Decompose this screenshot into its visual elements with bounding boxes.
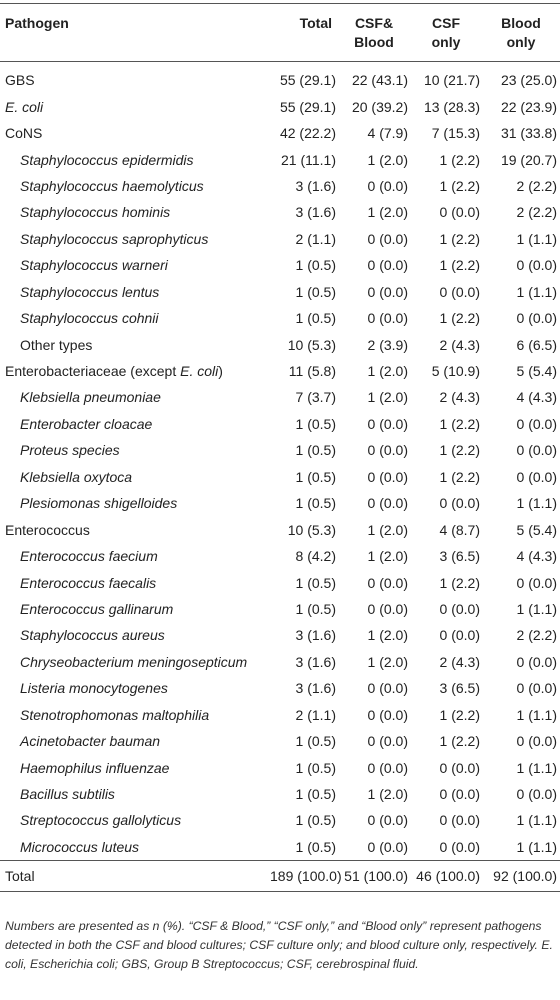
pathogen-cell: Stenotrophomonas maltophilia [20,706,210,723]
header-csf-only [410,4,482,62]
pathogen-cell: Proteus species [20,442,120,459]
csf-blood-cell: 0 (0.0) [367,468,408,485]
total-cell: 1 (0.5) [295,442,336,459]
blood-only-cell: 1 (1.1) [516,230,557,247]
blood-only-cell: 6 (6.5) [516,336,557,353]
csf-blood-cell: 4 (7.9) [367,125,408,142]
table-row [0,226,560,252]
blood-only-cell: 0 (0.0) [516,257,557,274]
csf-only-cell: 0 (0.0) [439,627,480,644]
pathogen-cell: Haemophilus influenzae [20,759,170,776]
total-cell: 3 (1.6) [295,204,336,221]
table-row [0,649,560,675]
csf-only-cell: 0 (0.0) [439,495,480,512]
blood-only-cell: 1 (1.1) [516,495,557,512]
header-csf-blood-line1: CSF& [354,15,394,31]
csf-only-cell: 7 (15.3) [431,125,480,142]
pathogen-cell: Streptococcus gallolyticus [20,812,182,829]
csf-only-cell: 3 (6.5) [439,548,480,565]
header-row [0,4,560,62]
total-total-cell: 189 (100.0) [270,868,342,885]
total-cell: 1 (0.5) [295,574,336,591]
csf-blood-cell: 22 (43.1) [351,72,408,89]
blood-only-cell: 5 (5.4) [516,521,557,538]
csf-blood-cell: 0 (0.0) [367,177,408,194]
blood-only-cell: 0 (0.0) [516,468,557,485]
header-blood-only-line1: Blood [501,15,541,31]
csf-only-cell: 1 (2.2) [439,442,480,459]
pathogen-label-italic: E. coli [180,363,219,380]
csf-only-cell: 1 (2.2) [439,733,480,750]
total-cell: 1 (0.5) [295,838,336,855]
blood-only-cell: 4 (4.3) [516,548,557,565]
csf-only-cell: 1 (2.2) [439,706,480,723]
table-row [0,411,560,437]
pathogen-label-suffix: ) [218,363,223,380]
blood-only-cell: 5 (5.4) [516,363,557,380]
table-row [0,384,560,410]
csf-blood-cell: 20 (39.2) [351,98,408,115]
total-blood-only-cell: 92 (100.0) [493,868,557,885]
csf-blood-cell: 0 (0.0) [367,812,408,829]
total-cell: 1 (0.5) [295,495,336,512]
table-row [0,146,560,172]
csf-only-cell: 1 (2.2) [439,151,480,168]
total-csf-blood-cell: 51 (100.0) [344,868,408,885]
blood-only-cell: 1 (1.1) [516,706,557,723]
table-row [0,569,560,595]
pathogen-cell: Acinetobacter bauman [20,733,161,750]
pathogen-cell: Bacillus subtilis [20,786,115,803]
csf-blood-cell: 1 (2.0) [367,786,408,803]
blood-only-cell: 2 (2.2) [516,204,557,221]
csf-blood-cell: 0 (0.0) [367,257,408,274]
csf-blood-cell: 0 (0.0) [367,706,408,723]
blood-only-cell: 1 (1.1) [516,759,557,776]
csf-only-cell: 1 (2.2) [439,415,480,432]
total-cell: 10 (5.3) [287,336,336,353]
csf-only-cell: 2 (4.3) [439,389,480,406]
csf-only-cell: 1 (2.2) [439,257,480,274]
total-cell: 7 (3.7) [295,389,336,406]
csf-only-cell: 4 (8.7) [439,521,480,538]
csf-blood-cell: 0 (0.0) [367,838,408,855]
pathogen-cell: Staphylococcus aureus [20,627,165,644]
csf-only-cell: 1 (2.2) [439,230,480,247]
blood-only-cell: 1 (1.1) [516,812,557,829]
table-row [0,331,560,357]
blood-only-cell: 0 (0.0) [516,442,557,459]
header-csf-blood-line2: Blood [354,34,394,50]
csf-only-cell: 13 (28.3) [423,98,480,115]
pathogen-cell [0,358,266,384]
table-body [0,62,560,892]
total-cell: 1 (0.5) [295,759,336,776]
csf-blood-cell: 2 (3.9) [367,336,408,353]
header-csf-only-line2: only [431,34,461,50]
blood-only-cell: 22 (23.9) [500,98,557,115]
csf-blood-cell: 0 (0.0) [367,415,408,432]
csf-only-cell: 0 (0.0) [439,759,480,776]
pathogen-cell: Listeria monocytogenes [20,680,168,697]
blood-only-cell: 31 (33.8) [500,125,557,142]
csf-only-cell: 1 (2.2) [439,177,480,194]
pathogen-table [0,3,560,892]
pathogen-label: Enterobacteriaceae (except [5,363,181,380]
total-cell: 1 (0.5) [295,415,336,432]
blood-only-cell: 2 (2.2) [516,627,557,644]
table-row [0,464,560,490]
header-blood-only-line2: only [506,34,536,50]
total-row [0,861,560,892]
csf-blood-cell: 0 (0.0) [367,310,408,327]
csf-only-cell: 5 (10.9) [431,363,480,380]
blood-only-cell: 0 (0.0) [516,653,557,670]
csf-blood-cell: 0 (0.0) [367,680,408,697]
blood-only-cell: 0 (0.0) [516,680,557,697]
csf-blood-cell: 1 (2.0) [367,363,408,380]
table-row [0,543,560,569]
csf-only-cell: 1 (2.2) [439,574,480,591]
table-row [0,120,560,146]
csf-blood-cell: 1 (2.0) [367,627,408,644]
pathogen-cell: Enterobacter cloacae [20,415,153,432]
total-cell: 3 (1.6) [295,653,336,670]
blood-only-cell: 0 (0.0) [516,415,557,432]
pathogen-cell: Micrococcus luteus [20,838,140,855]
csf-only-cell: 0 (0.0) [439,838,480,855]
pathogen-cell: Enterococcus faecalis [20,574,157,591]
csf-blood-cell: 0 (0.0) [367,733,408,750]
header-csf-only-line1: CSF [432,15,460,31]
csf-blood-cell: 1 (2.0) [367,204,408,221]
csf-blood-cell: 1 (2.0) [367,548,408,565]
csf-blood-cell: 1 (2.0) [367,653,408,670]
csf-only-cell: 0 (0.0) [439,786,480,803]
table-header [0,4,560,62]
csf-only-cell: 0 (0.0) [439,812,480,829]
pathogen-cell: Staphylococcus warneri [20,257,168,274]
total-cell: 1 (0.5) [295,468,336,485]
csf-only-cell: 3 (6.5) [439,680,480,697]
pathogen-cell: Other types [20,336,93,353]
pathogen-cell: E. coli [5,98,44,115]
csf-blood-cell: 1 (2.0) [367,151,408,168]
total-cell: 2 (1.1) [295,230,336,247]
pathogen-cell: Staphylococcus saprophyticus [20,230,209,247]
pathogen-cell: Klebsiella oxytoca [20,468,133,485]
table-row [0,358,560,384]
header-pathogen: Pathogen [5,15,69,31]
table-row [0,834,560,861]
table-row [0,754,560,780]
pathogen-cell: Enterococcus faecium [20,548,158,565]
table-row [0,516,560,542]
pathogen-cell: GBS [5,72,35,89]
csf-blood-cell: 0 (0.0) [367,283,408,300]
table-footnote: Numbers are presented as n (%). “CSF & Blood,” “CSF only,” and “Blood only” represent pathogens detected in both the CSF and blood cultures; CSF culture only; and blood culture only, respectively. E. coli, Escherichia coli; GBS, Group B Streptococcus; CSF, cerebrospinal fluid. [5,919,553,971]
table-row [0,252,560,278]
pathogen-cell: Enterococcus gallinarum [20,600,174,617]
csf-blood-cell: 0 (0.0) [367,230,408,247]
csf-only-cell: 0 (0.0) [439,600,480,617]
table-row [0,437,560,463]
pathogen-cell: Staphylococcus epidermidis [20,151,194,168]
table-row [0,173,560,199]
header-total: Total [299,15,332,31]
header-csf-blood [338,4,410,62]
csf-blood-cell: 0 (0.0) [367,600,408,617]
blood-only-cell: 23 (25.0) [500,72,557,89]
pathogen-cell: Chryseobacterium meningosepticum [20,653,248,670]
pathogen-cell: Klebsiella pneumoniae [20,389,161,406]
total-cell: 2 (1.1) [295,706,336,723]
table-row [0,622,560,648]
pathogen-cell: Staphylococcus haemolyticus [20,177,204,194]
total-cell: 8 (4.2) [295,548,336,565]
csf-only-cell: 0 (0.0) [439,283,480,300]
blood-only-cell: 19 (20.7) [500,151,557,168]
total-cell: 10 (5.3) [287,521,336,538]
blood-only-cell: 0 (0.0) [516,310,557,327]
table-row [0,62,560,94]
pathogen-cell: Staphylococcus cohnii [20,310,159,327]
total-cell: 1 (0.5) [295,733,336,750]
pathogen-cell: Plesiomonas shigelloides [20,495,178,512]
csf-blood-cell: 0 (0.0) [367,442,408,459]
csf-only-cell: 2 (4.3) [439,653,480,670]
total-cell: 42 (22.2) [279,125,336,142]
csf-blood-cell: 0 (0.0) [367,495,408,512]
blood-only-cell: 1 (1.1) [516,838,557,855]
pathogen-cell: Staphylococcus hominis [20,204,171,221]
table-row [0,675,560,701]
blood-only-cell: 1 (1.1) [516,600,557,617]
total-cell: 3 (1.6) [295,627,336,644]
csf-only-cell: 1 (2.2) [439,310,480,327]
csf-blood-cell: 1 (2.0) [367,389,408,406]
csf-only-cell: 0 (0.0) [439,204,480,221]
table-row [0,807,560,833]
csf-only-cell: 2 (4.3) [439,336,480,353]
total-cell: 55 (29.1) [279,72,336,89]
total-cell: 11 (5.8) [288,363,336,380]
table-row [0,781,560,807]
csf-only-cell: 1 (2.2) [439,468,480,485]
table-row [0,305,560,331]
total-cell: 1 (0.5) [295,600,336,617]
header-blood-only [482,4,560,62]
total-cell: 1 (0.5) [295,310,336,327]
total-cell: 55 (29.1) [279,98,336,115]
csf-blood-cell: 0 (0.0) [367,574,408,591]
blood-only-cell: 1 (1.1) [516,283,557,300]
blood-only-cell: 4 (4.3) [516,389,557,406]
table-row [0,702,560,728]
total-cell: 1 (0.5) [295,283,336,300]
blood-only-cell: 0 (0.0) [516,733,557,750]
total-cell: 1 (0.5) [295,812,336,829]
pathogen-cell: CoNS [5,125,43,142]
pathogen-cell: Enterococcus [5,521,90,538]
csf-only-cell: 10 (21.7) [423,72,480,89]
pathogen-cell: Staphylococcus lentus [20,283,160,300]
table-row [0,490,560,516]
total-label: Total [5,868,35,885]
total-cell: 1 (0.5) [295,786,336,803]
blood-only-cell: 2 (2.2) [516,177,557,194]
csf-blood-cell: 1 (2.0) [367,521,408,538]
total-cell: 3 (1.6) [295,680,336,697]
table-row [0,279,560,305]
blood-only-cell: 0 (0.0) [516,786,557,803]
total-cell: 3 (1.6) [295,177,336,194]
table-row [0,93,560,119]
csf-blood-cell: 0 (0.0) [367,759,408,776]
table-row [0,596,560,622]
table-row [0,728,560,754]
total-cell: 1 (0.5) [295,257,336,274]
blood-only-cell: 0 (0.0) [516,574,557,591]
total-cell: 21 (11.1) [281,151,336,168]
total-csf-only-cell: 46 (100.0) [416,868,480,885]
table-row [0,199,560,225]
